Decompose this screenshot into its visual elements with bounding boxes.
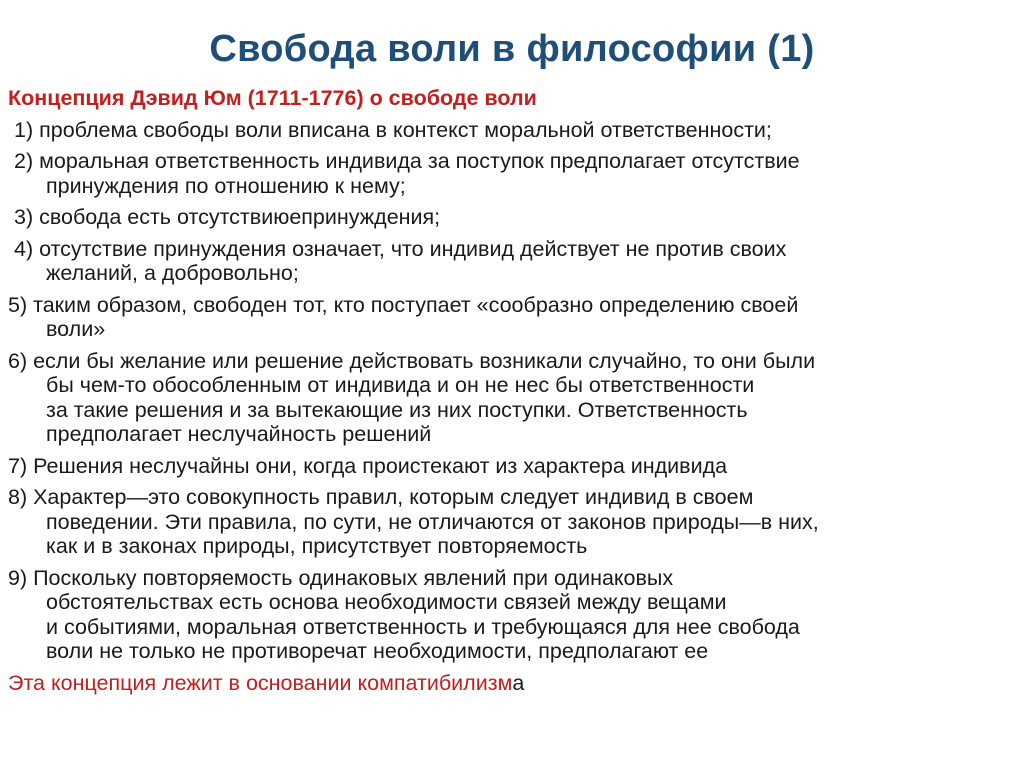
list-item-continuation: и событиями, моральная ответственность и требующаяся для нее свобода: [46, 614, 800, 639]
list-item-9: [8, 566, 1008, 664]
list-item-text: 8) Характер—это совокупность правил, которым следует индивид в своем: [8, 485, 754, 509]
list-item-continuation: предполагает неслучайность решений: [46, 422, 432, 446]
list-item-5: [8, 293, 1008, 342]
list-item-continuation: поведении. Эти правила, по сути, не отличаются от законов природы—в них,: [46, 509, 819, 534]
list-item-continuation: обстоятельствах есть основа необходимости связей между вещами: [46, 590, 727, 614]
list-item-6: [8, 349, 1008, 447]
list-item-continuation: бы чем-то обособленным от индивида и он не нес бы ответственности: [46, 373, 755, 397]
closing-tail: а: [512, 670, 525, 695]
slide-body: [8, 86, 1008, 695]
list-item-8: [8, 485, 1008, 559]
concept-heading: Концепция Дэвид Юм (1711-1776) о свободе воли: [8, 86, 537, 110]
list-item-2: [8, 149, 1008, 198]
list-item-text: 2) моральная ответственность индивида за поступок предполагает отсутствие: [14, 149, 800, 173]
list-item-text: 7) Решения неслучайны они, когда проистекают из характера индивида: [8, 453, 728, 478]
closing-statement: [8, 671, 1008, 696]
list-item-text: 6) если бы желание или решение действовать возникали случайно, то они были: [8, 348, 816, 373]
closing-text: Эта концепция лежит в основании компатибилизм: [8, 670, 513, 695]
list-item-text: 1) проблема свободы воли вписана в контекст моральной ответственности;: [14, 117, 772, 142]
list-item-text: 4) отсутствие принуждения означает, что индивид действует не против своих: [14, 236, 787, 261]
list-item-1: [8, 118, 1008, 143]
list-item-continuation: желаний, а добровольно;: [46, 261, 299, 285]
list-item-continuation: воли»: [46, 317, 106, 341]
list-item-continuation: воли не только не противоречат необходимости, предполагают ее: [46, 639, 709, 663]
list-item-text: 3) свобода есть отсутствиюепринуждения;: [14, 205, 441, 229]
list-item-text: 9) Поскольку повторяемость одинаковых явлений при одинаковых: [8, 565, 674, 590]
list-item-continuation: как и в законах природы, присутствует повторяемость: [46, 534, 588, 558]
slide-title: Свобода воли в философии (1): [209, 28, 815, 70]
list-item-text: 5) таким образом, свободен тот, кто поступает «сообразно определению своей: [8, 292, 799, 317]
list-item-7: [8, 454, 1008, 479]
list-item-4: [8, 237, 1008, 286]
list-item-continuation: за такие решения и за вытекающие из них поступки. Ответственность: [46, 397, 748, 422]
list-item-3: [8, 205, 1008, 230]
list-item-continuation: принуждения по отношению к нему;: [46, 173, 406, 198]
